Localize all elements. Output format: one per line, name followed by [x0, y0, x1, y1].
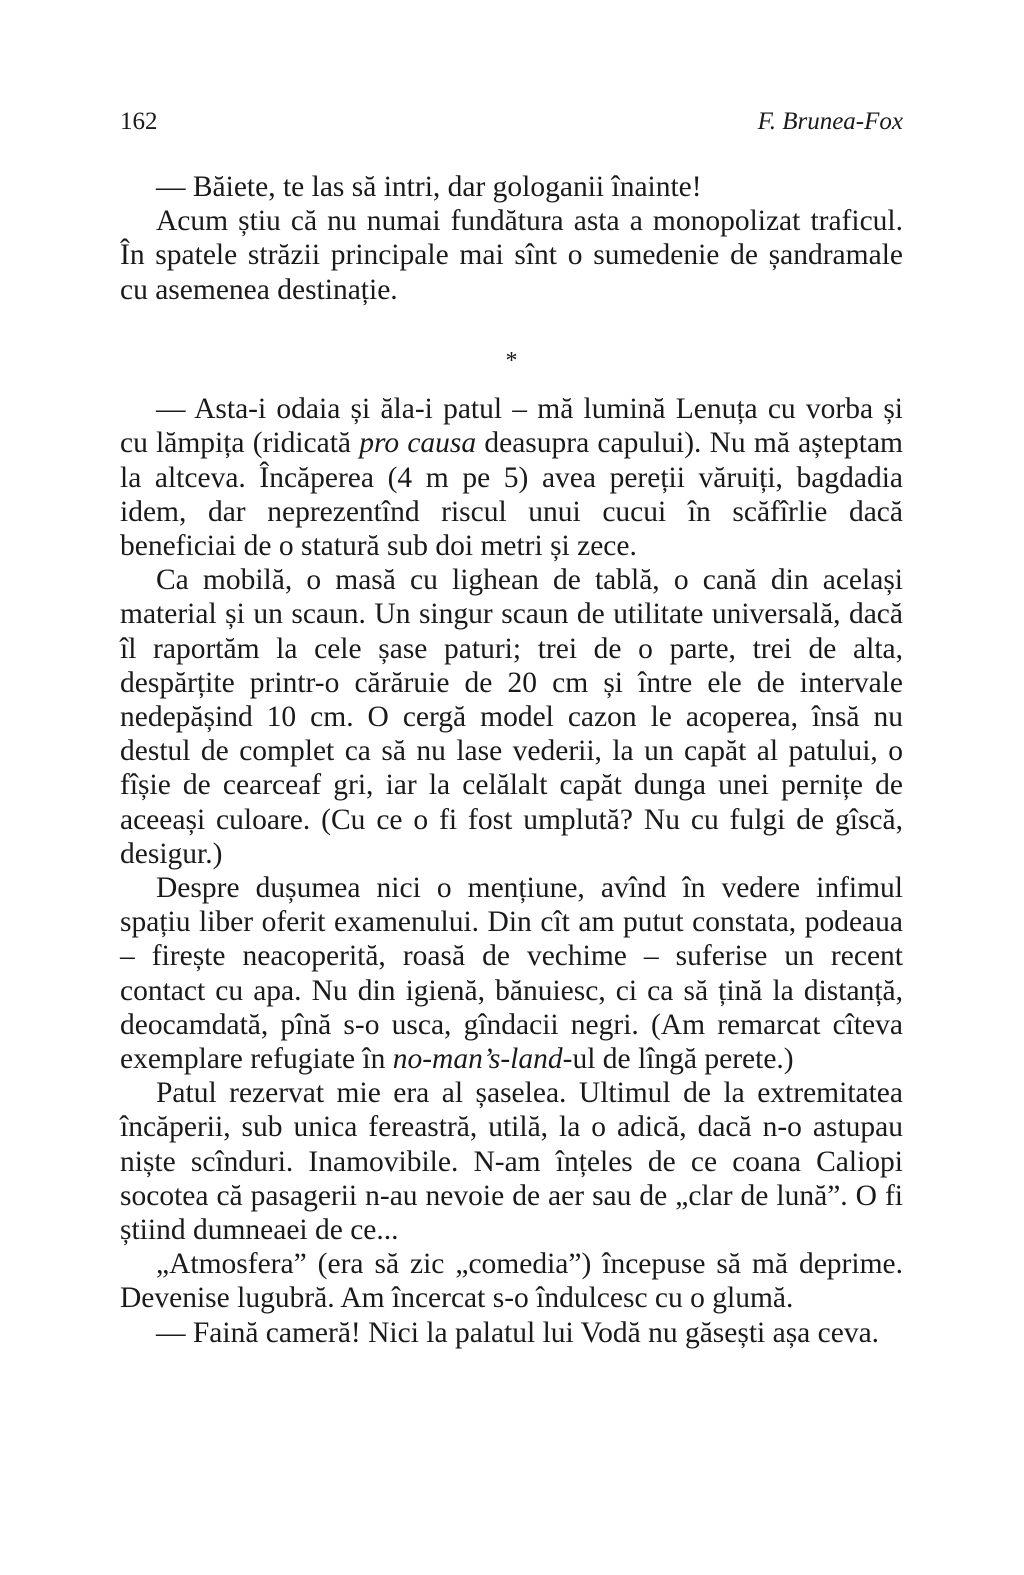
- text-run: „Atmosfera” (era să zic „comedia”) începuse să mă deprime. Devenise lugubră. Am încercat s-o îndulcesc cu o glumă.: [120, 1248, 903, 1315]
- paragraph: [120, 170, 903, 204]
- paragraph: [120, 1316, 903, 1350]
- text-run: deasupra capului). Nu mă așteptam la altceva. Încăperea (4 m pe 5) avea pereții văruiți, bagdadia idem, dar neprezentînd riscul unui cucui în scăfîrlie dacă beneficiai de o statură sub doi metri și zece.: [120, 427, 903, 562]
- text-run: Patul rezervat mie era al șaselea. Ultimul de la extremitatea încăperii, sub unica fereastră, utilă, la o adică, dacă n-o astupau niște scînduri. Inamovibile. N-am înțeles de ce coana Caliopi socotea că pasagerii n-au nevoie de aer sau de „clar de lună”. O fi știind dumneaei de ce...: [120, 1077, 903, 1247]
- page-header: [120, 108, 903, 148]
- text-run: Despre dușumea nici o mențiune, avînd în vedere infimul spațiu liber oferit examenului. Din cît am putut constata, podeaua – firește neacoperită, roasă de vechime – suferise un recent contact cu apa. Nu din igienă, bănuiesc, ci ca să țină la distanță, deocamdată, pînă s-o usca, gîndacii negri. (Am remarcat cîteva exemplare refugiate în: [120, 872, 903, 1076]
- text-run: Ca mobilă, o masă cu lighean de tablă, o cană din același material și un scaun. Un singur scaun de utilitate universală, dacă îl raportăm la cele șase paturi; trei de o parte, trei de alta, despărțite printr-o cărăruie de 20 cm și între ele de intervale nedepășind 10 cm. O cergă model cazon le acoperea, însă nu destul de complet ca să nu lase vederii, la un capăt al patului, o fîșie de cearceaf gri, iar la celălalt capăt dunga unei pernițe de aceeași culoare. (Cu ce o fi fost umplută? Nu cu fulgi de gîscă, desigur.): [120, 564, 903, 870]
- paragraph: [120, 1247, 903, 1315]
- text-run: — Faină cameră! Nici la palatul lui Vodă nu găsești așa ceva.: [156, 1316, 880, 1349]
- page-number: 162: [120, 108, 158, 135]
- paragraph: [120, 871, 903, 1076]
- text-run: — Asta-i odaia și ăla-i patul – mă lumină Lenuța cu vorba și cu lămpița (ridicată: [120, 393, 903, 460]
- italic-phrase: no-man’s-land: [392, 1043, 563, 1076]
- section-separator: *: [505, 348, 518, 374]
- italic-phrase: pro causa: [359, 427, 477, 460]
- text-run: -ul de lîngă perete.): [562, 1043, 794, 1076]
- paragraph: [120, 392, 903, 563]
- text-run: — Băiete, te las să intri, dar gologanii înainte!: [156, 171, 702, 203]
- running-head-author: F. Brunea-Fox: [757, 108, 903, 135]
- text-run: Acum știu că nu numai fundătura asta a monopolizat traficul. În spatele străzii principale mai sînt o sumedenie de șandramale cu asemenea destinație.: [120, 205, 903, 306]
- paragraph: [120, 204, 903, 307]
- page-body: [120, 170, 903, 1350]
- paragraph: [120, 1076, 903, 1247]
- paragraph: [120, 563, 903, 871]
